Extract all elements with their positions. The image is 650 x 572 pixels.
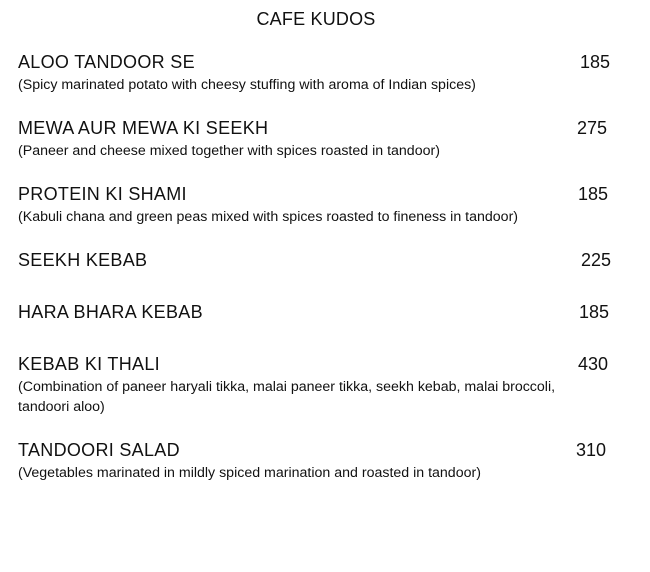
menu-item-price: 185	[580, 52, 611, 72]
menu-item	[18, 52, 618, 93]
menu-item	[18, 440, 618, 481]
menu-item-name: PROTEIN KI SHAMI	[18, 184, 187, 204]
menu-item	[18, 354, 618, 415]
menu-item	[18, 118, 618, 159]
menu-item-name: HARA BHARA KEBAB	[18, 302, 203, 322]
menu-item-name: SEEKH KEBAB	[18, 250, 148, 270]
menu-item-price: 185	[578, 184, 609, 204]
menu-item-description: (Vegetables marinated in mildly spiced marination and roasted in tandoor)	[18, 465, 481, 481]
menu-item-price: 310	[576, 440, 607, 460]
menu-item	[18, 250, 618, 272]
menu-item-price: 275	[577, 118, 608, 138]
menu-item-name: MEWA AUR MEWA KI SEEKH	[18, 118, 269, 138]
menu-item-price: 430	[578, 354, 609, 374]
menu-item-price: 185	[579, 302, 610, 322]
menu-item-description: (Spicy marinated potato with cheesy stuffing with aroma of Indian spices)	[18, 77, 476, 93]
menu-item	[18, 302, 618, 324]
menu-item-description: (Combination of paneer haryali tikka, malai paneer tikka, seekh kebab, malai broccoli, tandoori aloo)	[18, 379, 556, 415]
menu-item-price: 225	[581, 250, 612, 270]
menu-item-name: ALOO TANDOOR SE	[18, 52, 195, 72]
menu-item	[18, 184, 618, 225]
menu-title: CAFE KUDOS	[256, 9, 376, 29]
menu-item-name: KEBAB KI THALI	[18, 354, 160, 374]
menu-item-description: (Kabuli chana and green peas mixed with spices roasted to fineness in tandoor)	[18, 209, 519, 225]
menu-item-description: (Paneer and cheese mixed together with spices roasted in tandoor)	[18, 143, 440, 159]
menu-item-name: TANDOORI SALAD	[18, 440, 180, 460]
